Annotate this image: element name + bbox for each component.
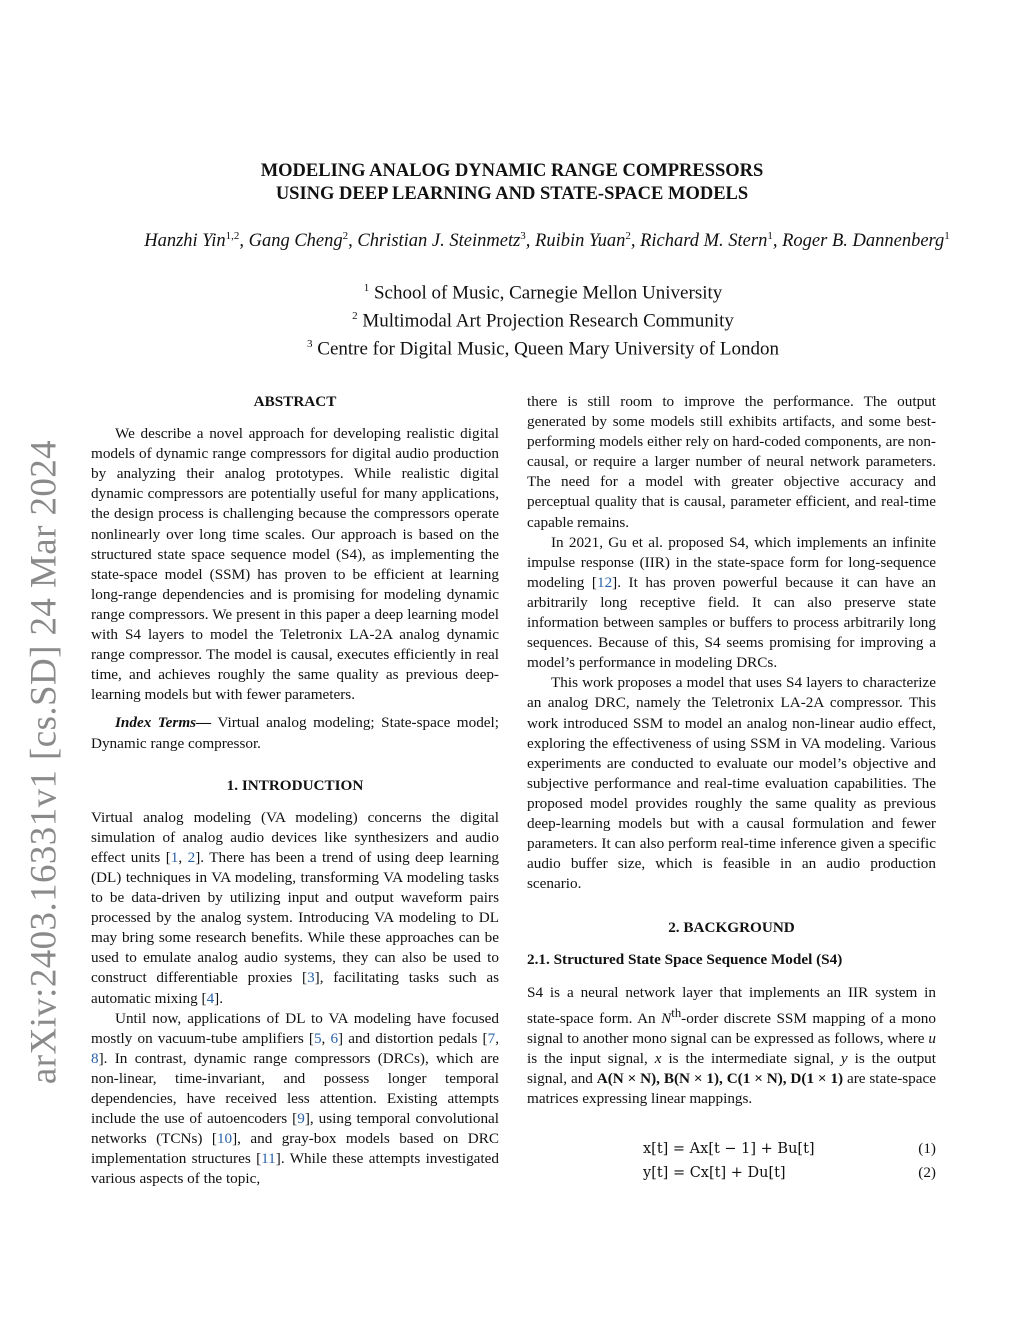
affiliation-number: 3 <box>307 337 313 350</box>
arxiv-identifier: arXiv:2403.16331v1 [cs.SD] 24 Mar 2024 <box>23 439 65 1085</box>
affiliation-number: 1 <box>363 282 370 294</box>
author-name: Hanzhi Yin <box>144 231 226 252</box>
right-column <box>527 392 936 1185</box>
title-line-1: MODELING ANALOG DYNAMIC RANGE COMPRESSORS <box>260 161 764 181</box>
background-heading: 2. BACKGROUND <box>668 919 795 937</box>
citation-link[interactable]: 6 <box>330 1029 339 1047</box>
equation: y[t] = Cx[t] + Du[t] <box>643 1165 786 1182</box>
citation-link[interactable]: 1 <box>170 848 179 866</box>
affiliation-text: Centre for Digital Music, Queen Mary University of London <box>317 337 779 359</box>
author-affiliation-mark: 2 <box>625 230 631 242</box>
citation-link[interactable]: 12 <box>596 573 613 591</box>
equation-row <box>527 1137 936 1161</box>
affiliation-list <box>0 277 1024 360</box>
intro-paragraph-1: Virtual analog modeling (VA modeling) concerns the digital simulation of analog audio devices like synthesizers and audio effect units [1, 2]. There has been a trend of using deep learning (DL) techniques in VA modeling, transforming VA modeling tasks to be data-driven by utilizing input and output waveform pairs processed by the analog system. Introducing VA modeling to DL may bring some research benefits. While these approaches can be used to emulate analog audio systems, they can also be used to construct differentiable proxies [3], facilitating tasks such as automatic mixing [4]. <box>91 808 500 1007</box>
intro-paragraph-3: there is still room to improve the performance. The output generated by some models still exhibits artifacts, and some best-performing models either rely on hard-coded components, are non-causal, or require a larger number of neural network parameters. The need for a model with greater objective accuracy and perceptual quality that is causal, parameter efficient, and real-time capable remains. <box>527 393 936 531</box>
citation-link[interactable]: 9 <box>297 1110 305 1128</box>
background-paragraph-1: S4 is a neural network layer that implements an IIR system in state-space form. An $N^{th}$-order discrete SSM mapping of a mono signal to another mono signal can be expressed as follows, where u is the input signal, x is the intermediate signal, y is the output signal, and A(N × N), B(N × 1), C(1 × N), D(1 × 1) are state-space matrices expressing linear mappings. <box>527 983 936 1108</box>
author-affiliation-mark: 1 <box>767 230 773 242</box>
author-name: Richard M. Stern <box>640 231 768 252</box>
author-name: Roger B. Dannenberg <box>782 231 945 252</box>
equation-number: (1) <box>918 1140 936 1158</box>
citation-link[interactable]: 3 <box>307 969 315 987</box>
citation-link[interactable]: 11 <box>261 1150 276 1168</box>
citation-link[interactable]: 5 <box>313 1029 322 1047</box>
index-terms-text: Virtual analog modeling; State-space model; Dynamic range compressor. <box>91 714 499 752</box>
equation-row <box>527 1161 936 1185</box>
left-column <box>91 392 499 1189</box>
introduction-heading: 1. INTRODUCTION <box>226 776 364 794</box>
affiliation-line <box>62 277 1024 305</box>
affiliation-number: 2 <box>352 309 358 322</box>
affiliation-line <box>62 333 1024 361</box>
index-terms-label: Index Terms— <box>115 714 212 732</box>
intro-paragraph-4: In 2021, Gu et al. proposed S4, which implements an infinite impulse response (IIR) in the state-space form for long-sequence modeling [12]. It has proven powerful because it can have an arbitrarily long receptive field. It can also preserve state information between samples or buffers to process arbitrarily long sequences. Because of this, S4 seems promising for improving a model’s performance in modeling DRCs. <box>527 533 936 672</box>
abstract-heading: ABSTRACT <box>253 393 337 410</box>
author-affiliation-mark: 3 <box>520 230 526 242</box>
author-affiliation-mark: 1 <box>944 230 950 242</box>
citation-link[interactable]: 4 <box>206 989 215 1007</box>
author-affiliation-mark: 1,2 <box>225 230 240 242</box>
index-terms <box>91 713 499 753</box>
equation: x[t] = Ax[t − 1] + Bu[t] <box>643 1141 815 1158</box>
s4-subheading: 2.1. Structured State Space Sequence Model (S4) <box>527 951 843 969</box>
citation-link[interactable]: 2 <box>187 848 196 866</box>
intro-paragraph-5: This work proposes a model that uses S4 layers to characterize an analog DRC, namely the Teletronix LA-2A compressor. This work introduced SSM to model an analog non-linear audio effect, exploring the effectiveness of using SSM in VA modeling. Various experiments are conducted to evaluate our model’s objective and subjective performance and real-time evaluation capabilities. The proposed model provides roughly the same quality as previous deep-learning models but with a causal formulation and fewer parameters. It can also perform real-time inference given a specific audio buffer size, which is feasible in an audio production scenario. <box>527 674 936 893</box>
abstract-text: We describe a novel approach for developing realistic digital models of dynamic range compressors for digital audio production by analyzing their analog prototypes. While realistic digital dynamic compressors are potentially useful for many applications, the design process is challenging because the compressors operate nonlinearly over long time scales. Our approach is based on the structured state space sequence model (S4), as implementing the state-space model (SSM) has proven to be efficient at learning long-range dependencies and is promising for modeling dynamic range compressors. We present in this paper a deep learning model with S4 layers to model the Teletronix LA-2A analog dynamic range compressor. The model is causal, executes efficiently in real time, and achieves roughly the same quality as previous deep-learning models but with fewer parameters. <box>91 425 499 704</box>
author-name: Ruibin Yuan <box>535 231 626 252</box>
paper-title <box>0 160 1024 206</box>
author-list: Hanzhi Yin$^{1,2}$, Gang Cheng$^2$, Christian J. Steinmetz$^3$, Ruibin Yuan$^2$, Richard M. Stern$^1$, Roger B. Dannenberg$^1$ <box>144 230 950 252</box>
affiliation-line <box>62 305 1024 333</box>
author-name: Christian J. Steinmetz <box>357 231 521 252</box>
intro-paragraph-2: Until now, applications of DL to VA modeling have focused mostly on vacuum-tube amplifiers [5, 6] and distortion pedals [7, 8]. In contrast, dynamic range compressors (DRCs), which are non-linear, time-invariant, and possess longer temporal dependencies, have received less attention. Existing attempts include the use of autoencoders [9], using temporal convolutional networks (TCNs) [10], and gray-box models based on DRC implementation structures [11]. While these attempts investigated various aspects of the topic, <box>91 1009 499 1188</box>
affiliation-text: Multimodal Art Projection Research Community <box>362 310 734 332</box>
equation-block <box>527 1137 936 1185</box>
title-line-2: USING DEEP LEARNING AND STATE-SPACE MODELS <box>275 184 749 204</box>
author-affiliation-mark: 2 <box>342 230 349 242</box>
citation-link[interactable]: 7 <box>487 1029 496 1047</box>
author-name: Gang Cheng <box>248 231 343 252</box>
equation-number: (2) <box>918 1164 936 1182</box>
state-space-matrices: A(N × N), B(N × 1), C(1 × N), D(1 × 1) <box>596 1069 844 1087</box>
affiliation-text: School of Music, Carnegie Mellon University <box>373 282 723 304</box>
citation-link[interactable]: 8 <box>91 1049 99 1067</box>
citation-link[interactable]: 10 <box>216 1130 233 1148</box>
